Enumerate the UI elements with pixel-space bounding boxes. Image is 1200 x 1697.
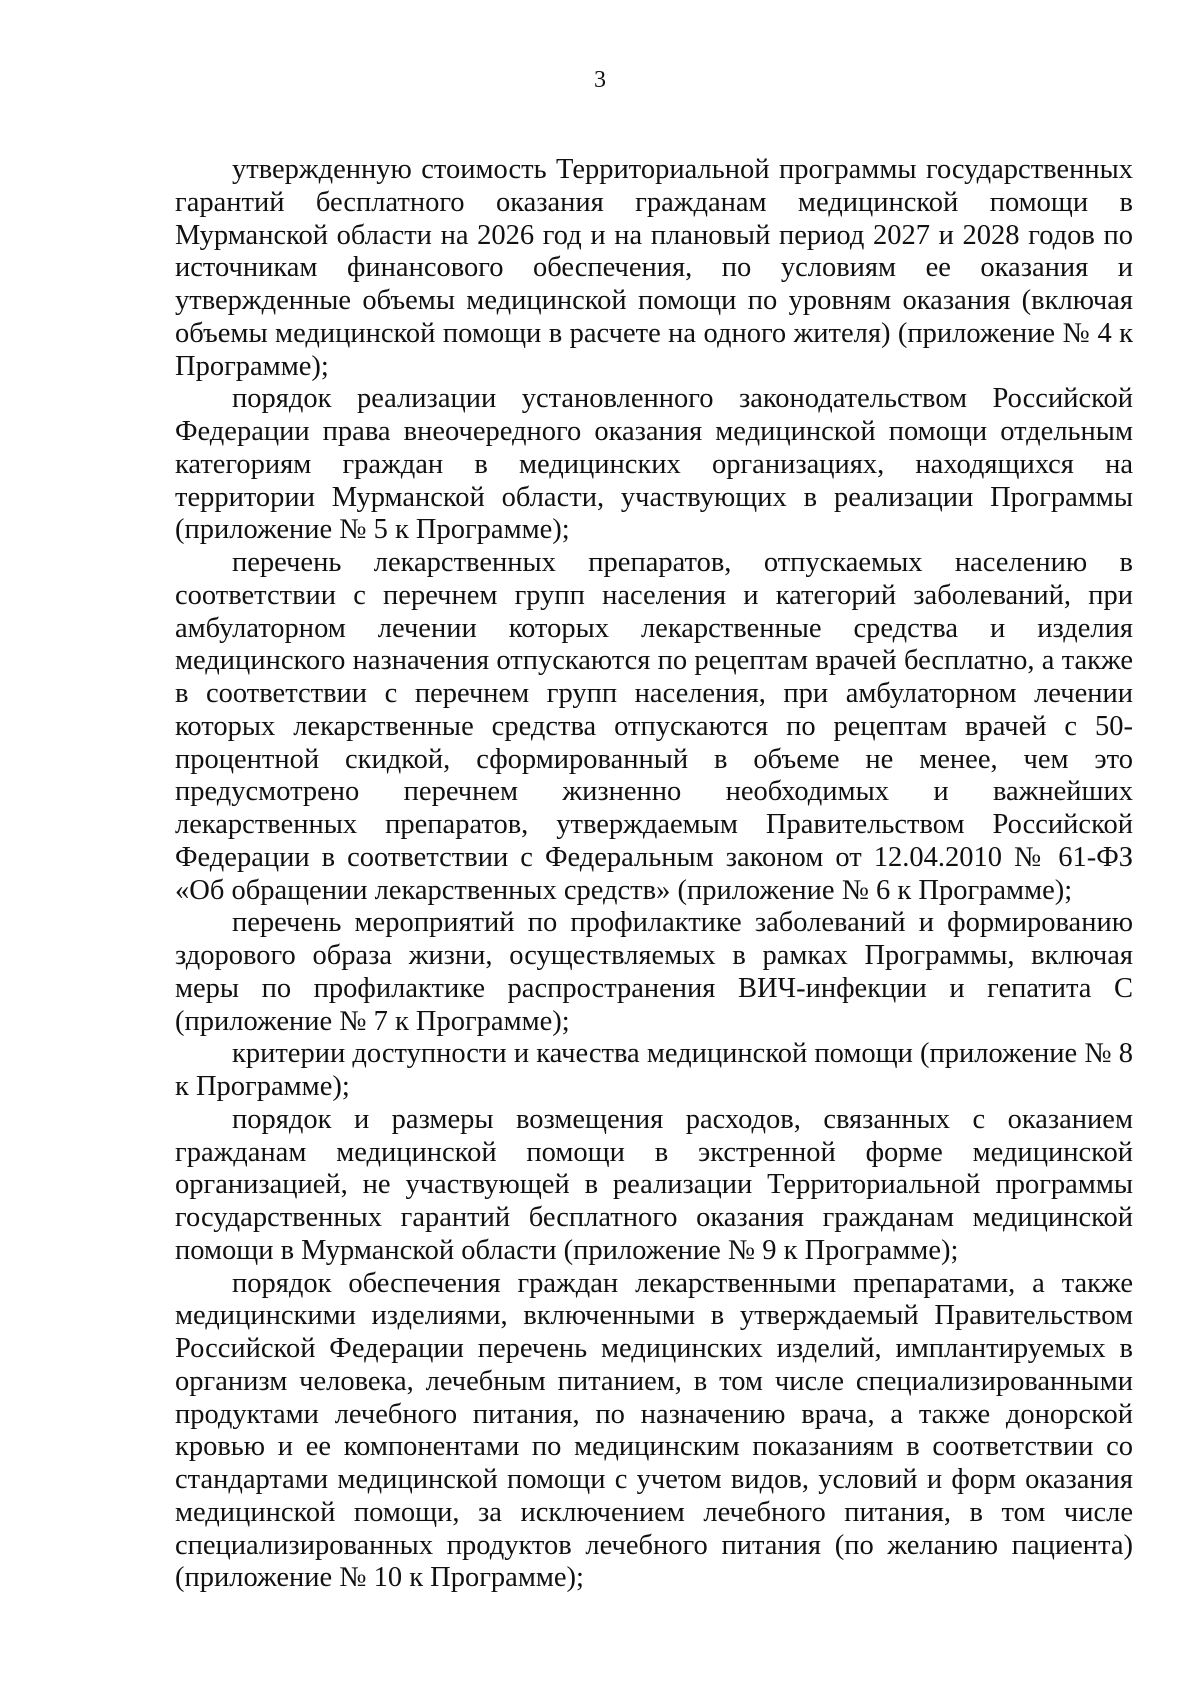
paragraph-medicines-list: перечень лекарственных препаратов, отпускаемых населению в соответствии с перечнем групп населения и категорий заболеваний, при амбулаторном лечении которых лекарственные средства и изделия медицинского назначения отпускаются по рецептам врачей бесплатно, а также в соответствии с перечнем групп населения, при амбулаторном лечении которых лекарственные средства отпускаются по рецептам врачей с 50-процентной скидкой, сформированный в объеме не менее, чем это предусмотрено перечнем жизненно необходимых и важнейших лекарственных препаратов, утверждаемым Правительством Российской Федерации в соответствии с Федеральным законом от 12.04.2010 № 61-ФЗ «Об обращении лекарственных средств» (приложение № 6 к Программе); [175,547,1133,906]
paragraph-quality-criteria: критерии доступности и качества медицинской помощи (приложение № 8 к Программе); [175,1038,1133,1102]
paragraph-priority-care: порядок реализации установленного законодательством Российской Федерации права внеочередного оказания медицинской помощи отдельным категориям граждан в медицинских организациях, находящихся на территории Мурманской области, участвующих в реализации Программы (приложение № 5 к Программе); [175,383,1133,546]
paragraph-medicines-supply: порядок обеспечения граждан лекарственными препаратами, а также медицинскими изделиями, включенными в утверждаемый Правительством Российской Федерации перечень медицинских изделий, имплантируемых в организм человека, лечебным питанием, в том числе специализированными продуктами лечебного питания, по назначению врача, а также донорской кровью и ее компонентами по медицинским показаниям в соответствии со стандартами медицинской помощи с учетом видов, условий и форм оказания медицинской помощи, за исключением лечебного питания, в том числе специализированных продуктов лечебного питания (по желанию пациента) (приложение № 10 к Программе); [175,1267,1133,1594]
document-body [175,154,1133,1595]
paragraph-emergency-reimbursement: порядок и размеры возмещения расходов, связанных с оказанием гражданам медицинской помощи в экстренной форме медицинской организацией, не участвующей в реализации Территориальной программы государственных гарантий бесплатного оказания гражданам медицинской помощи в Мурманской области (приложение № 9 к Программе); [175,1103,1133,1266]
page-number: 3 [594,67,606,93]
paragraph-prevention-measures: перечень мероприятий по профилактике заболеваний и формированию здорового образа жизни, осуществляемых в рамках Программы, включая меры по профилактике распространения ВИЧ-инфекции и гепатита С (приложение № 7 к Программе); [175,907,1133,1037]
paragraph-price-volumes: утвержденную стоимость Территориальной программы государственных гарантий бесплатного оказания гражданам медицинской помощи в Мурманской области на 2026 год и на плановый период 2027 и 2028 годов по источникам финансового обеспечения, по условиям ее оказания и утвержденные объемы медицинской помощи по уровням оказания (включая объемы медицинской помощи в расчете на одного жителя) (приложение № 4 к Программе); [175,154,1133,382]
